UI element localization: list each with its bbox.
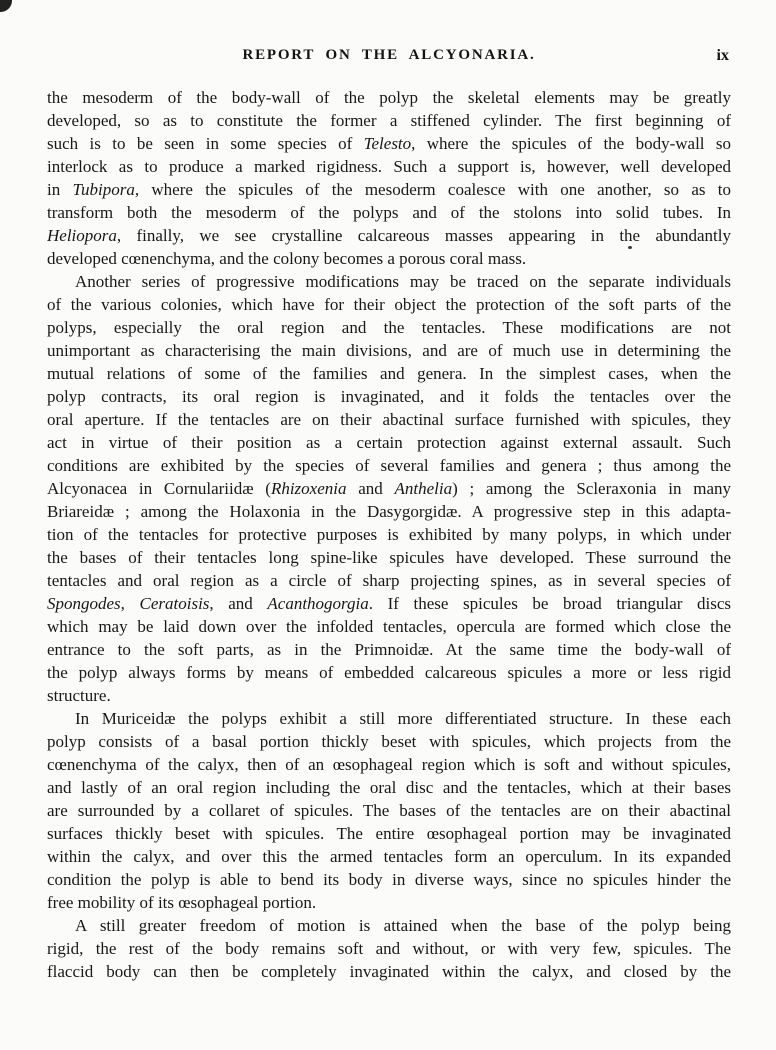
scan-corner-artifact (0, 0, 12, 12)
text-line (47, 339, 731, 362)
text-segment: Briareidæ ; among the Holaxonia in the Dasygorgidæ. A progressive step in this adapta- (47, 502, 731, 521)
text-line (47, 592, 731, 615)
text-line (47, 523, 731, 546)
text-segment: , where the spicules of the mesoderm coalesce with one another, so as to (134, 180, 731, 199)
text-segment: condition the polyp is able to bend its body in diverse ways, since no spicules hinder the (47, 870, 731, 889)
text-line (47, 753, 731, 776)
species-name-italic: Ceratoisis (139, 594, 210, 613)
text-segment: . If these spicules be broad triangular discs (368, 594, 731, 613)
text-segment: Another series of progressive modifications may be traced on the separate individuals (75, 272, 731, 291)
text-line (47, 431, 731, 454)
paragraph (47, 270, 731, 707)
text-segment: the polyp always forms by means of embedded calcareous spicules a more or less rigid (47, 663, 731, 682)
text-line (47, 362, 731, 385)
text-segment: tentacles and oral region as a circle of sharp projecting spines, as in several species of (47, 571, 731, 590)
text-segment: entrance to the soft parts, as in the Primnoidæ. At the same time the body-wall of (47, 640, 731, 659)
text-segment: developed cœnenchyma, and the colony becomes a porous coral mass. (47, 249, 527, 268)
text-line (47, 776, 731, 799)
text-line (47, 86, 731, 109)
text-line (47, 937, 731, 960)
text-segment: tion of the tentacles for protective purposes is exhibited by many polyps, in which under (47, 525, 731, 544)
text-segment: , and (209, 594, 268, 613)
text-segment: and lastly of an oral region including the oral disc and the tentacles, which at their bases (47, 778, 731, 797)
text-line (47, 201, 731, 224)
text-line (47, 615, 731, 638)
page-header (47, 47, 731, 67)
text-line (47, 385, 731, 408)
text-segment: the mesoderm of the body-wall of the polyp the skeletal elements may be greatly (47, 88, 731, 107)
text-line (47, 316, 731, 339)
text-segment: ) ; among the Scleraxonia in many (452, 479, 731, 498)
text-segment: surfaces thickly beset with spicules. The entire œsophageal portion may be invaginated (47, 824, 731, 843)
text-line (47, 247, 731, 270)
species-name-italic: Telesto (363, 134, 412, 153)
text-line (47, 454, 731, 477)
text-line (47, 132, 731, 155)
text-segment: oral aperture. If the tentacles are on their abactinal surface furnished with spicules, they (47, 410, 731, 429)
species-name-italic: Rhizoxenia (270, 479, 347, 498)
text-segment: , where the spicules of the body-wall so (411, 134, 731, 153)
text-line (47, 638, 731, 661)
text-segment: which may be laid down over the infolded tentacles, opercula are formed which close the (47, 617, 731, 636)
text-line (47, 109, 731, 132)
text-line (47, 914, 731, 937)
text-segment: free mobility of its œsophageal portion. (47, 893, 317, 912)
text-segment: structure. (47, 686, 111, 705)
text-segment: flaccid body can then be completely invaginated within the calyx, and closed by the (47, 962, 731, 981)
text-segment: , (120, 594, 140, 613)
text-segment: developed, so as to constitute the former a stiffened cylinder. The first beginning of (47, 111, 731, 130)
text-line (47, 822, 731, 845)
page-number: ix (716, 47, 729, 64)
text-line (47, 500, 731, 523)
text-segment: mutual relations of some of the families and genera. In the simplest cases, when the (47, 364, 731, 383)
text-segment: within the calyx, and over this the armed tentacles form an operculum. In its expanded (47, 847, 731, 866)
text-line (47, 155, 731, 178)
text-segment: such is to be seen in some species of (47, 134, 364, 153)
text-segment: In Muriceidæ the polyps exhibit a still more differentiated structure. In these each (75, 709, 731, 728)
text-line (47, 408, 731, 431)
species-name-italic: Spongodes (47, 594, 121, 613)
text-segment: A still greater freedom of motion is attained when the base of the polyp being (75, 916, 731, 935)
text-line (47, 684, 731, 707)
text-segment: , finally, we see crystalline calcareous masses appearing in the abundantly (116, 226, 731, 245)
text-segment: polyp consists of a basal portion thickly beset with spicules, which projects from the (47, 732, 731, 751)
text-segment: in (47, 180, 73, 199)
text-line (47, 178, 731, 201)
text-segment: unimportant as characterising the main divisions, and are of much use in determining the (47, 341, 731, 360)
paragraph (47, 86, 731, 270)
text-segment: rigid, the rest of the body remains soft and without, or with very few, spicules. The (47, 939, 731, 958)
text-segment: the bases of their tentacles long spine-like spicules have developed. These surround the (47, 548, 731, 567)
text-line (47, 661, 731, 684)
text-segment: transform both the mesoderm of the polyps and of the stolons into solid tubes. In (47, 203, 731, 222)
text-line (47, 270, 731, 293)
text-line (47, 799, 731, 822)
text-segment: polyps, especially the oral region and the tentacles. These modifications are not (47, 318, 731, 337)
text-segment: act in virtue of their position as a certain protection against external assault. Such (47, 433, 731, 452)
page-header-title: REPORT ON THE ALCYONARIA. (242, 47, 536, 63)
text-segment: are surrounded by a collaret of spicules. The bases of the tentacles are on their abactinal (47, 801, 731, 820)
species-name-italic: Heliopora (47, 226, 117, 245)
text-segment: of the various colonies, which have for their object the protection of the soft parts of the (47, 295, 731, 314)
text-segment: polyp contracts, its oral region is invaginated, and it folds the tentacles over the (47, 387, 731, 406)
page-body (47, 86, 731, 983)
text-line (47, 293, 731, 316)
species-name-italic: Anthelia (394, 479, 453, 498)
paragraph (47, 707, 731, 914)
text-segment: Alcyonacea in Cornulariidæ ( (47, 479, 271, 498)
text-line (47, 891, 731, 914)
text-line (47, 569, 731, 592)
text-line (47, 224, 731, 247)
species-name-italic: Acanthogorgia (267, 594, 369, 613)
species-name-italic: Tubipora (72, 180, 135, 199)
text-segment: and (346, 479, 395, 498)
text-line (47, 546, 731, 569)
text-line (47, 845, 731, 868)
text-line (47, 707, 731, 730)
text-segment: cœnenchyma of the calyx, then of an œsophageal region which is soft and without spicules, (47, 755, 731, 774)
paragraph (47, 914, 731, 983)
text-segment: interlock as to produce a marked rigidness. Such a support is, however, well developed (47, 157, 731, 176)
text-line (47, 960, 731, 983)
text-line (47, 477, 731, 500)
text-segment: conditions are exhibited by the species of several families and genera ; thus among the (47, 456, 731, 475)
text-line (47, 730, 731, 753)
text-line (47, 868, 731, 891)
